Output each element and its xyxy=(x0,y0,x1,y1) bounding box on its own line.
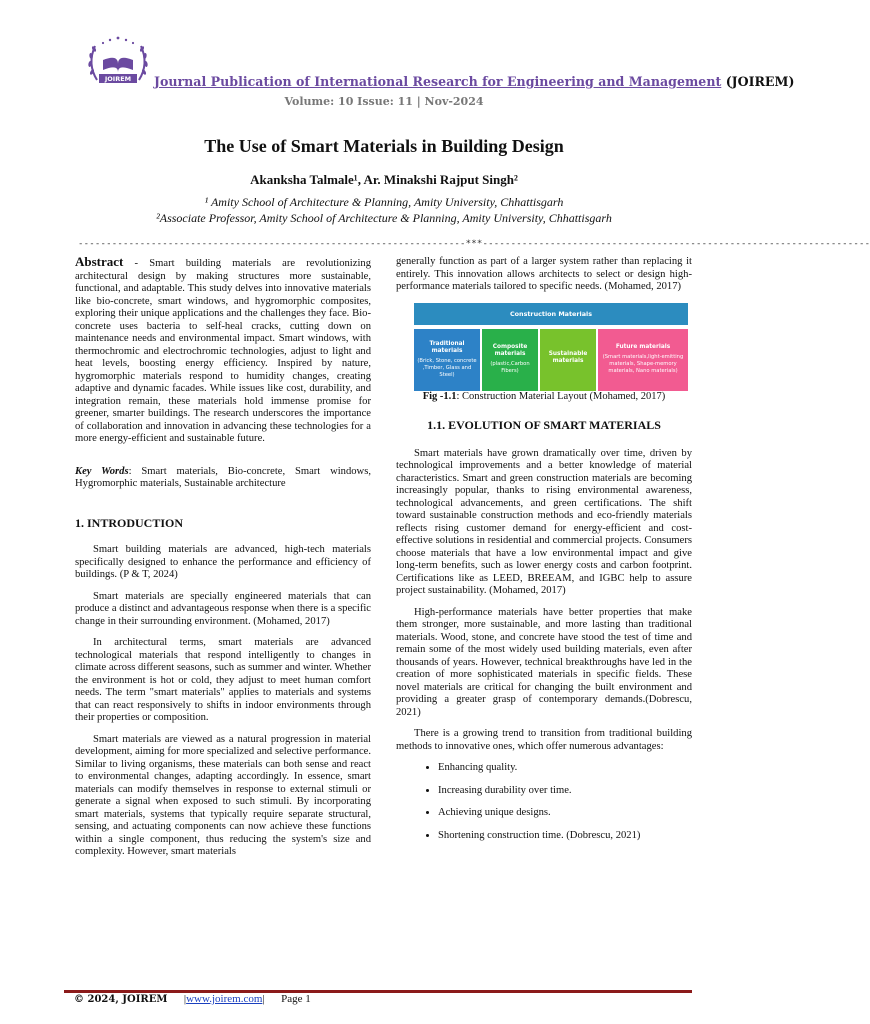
left-column xyxy=(75,256,371,868)
footer: © 2024, JOIREM |www.joirem.com| Page 1 xyxy=(74,993,311,1005)
journal-logo xyxy=(83,30,153,96)
volume-issue: Volume: 10 Issue: 11 | Nov-2024 xyxy=(284,95,484,108)
keywords-label: Key Words xyxy=(75,465,129,477)
figure-caption: Fig -1.1: Construction Material Layout (Mohamed, 2017) xyxy=(422,390,666,402)
figure-cell-composite: Composite materials (plastic,Carbon Fibers) xyxy=(482,329,538,391)
journal-abbr: (JOIREM) xyxy=(725,74,795,89)
journal-name-link[interactable]: Journal Publication of International Research for Engineering and Management xyxy=(154,74,722,89)
keywords-text: : Smart materials, Bio-concrete, Smart windows, Hygromorphic materials, Sustainable architecture xyxy=(75,465,371,489)
abstract-text: - Smart building materials are revolutionizing architectural design by making structures more sustainable, functional, and adaptable. This study delves into innovative materials like bio-concrete, smart windows, and hygromorphic composites, exploring their unique applications and the challenges they face. Bio-concrete uses bacteria to self-heal cracks, cutting down on maintenance needs and environmental impact. Smart windows, with thermochromic and electrochromic technologies, adjust to light and heat levels, boosting energy efficiency. Inspired by nature, hygromorphic materials respond to humidity changes, creating adaptive and dynamic facades. While issues like cost, durability, and integration remain, these materials hold immense promise for greener, smarter buildings. The research underscores the importance of collaboration and innovation in advancing these technologies for a more energy-efficient and sustainable future. xyxy=(75,258,371,444)
affiliation-1: ¹ Amity School of Architecture & Planning, Amity University, Chhattisgarh xyxy=(204,195,564,209)
paragraph: Smart materials have grown dramatically over time, driven by technological improvements and a better knowledge of material characteristics. Smart and green construction materials are becoming increasingly popular, thanks to rising environmental awareness, technological advancements, and green certifications. The shift toward sustainable construction methods and eco-friendly materials reflects rising customer demand for energy-efficient and cost-effective solutions in residential and commercial projects. Consumers choose materials that have a low environmental impact and give long-term benefits, such as lower energy costs and carbon footprint. Certifications like as LEED, BREEAM, and IGBC help to assure project sustainability. (Mohamed, 2017) xyxy=(396,447,692,596)
page-number: Page 1 xyxy=(281,993,311,1005)
abstract-label: Abstract xyxy=(75,254,124,269)
paragraph: High-performance materials have better properties that make them stronger, more sustainable, and more lasting than traditional materials. Wood, stone, and concrete have stood the test of time and remain some of the most widely used building materials, even after thousands of years. However, technical breakthroughs have led in the creation of more sophisticated materials in specific fields. These novel materials are critical for changing the built environment and providing a greater grasp of contemporary demands.(Dobrescu, 2021) xyxy=(396,606,692,718)
figure-cell-traditional: Traditional materials (Brick, Stone, concrete ,Timber, Glass and Steel) xyxy=(414,329,480,391)
list-item: • Enhancing quality. xyxy=(438,762,692,775)
journal-title xyxy=(154,74,794,89)
abstract xyxy=(75,256,371,446)
figure-cell-sustainable: Sustainable materials xyxy=(540,329,596,391)
list-item: • Increasing durability over time. xyxy=(438,785,692,798)
paragraph: Smart materials are specially engineered materials that can produce a distinct and advantageous response when there is a specific change in their surrounding environment. (Mohamed, 2017) xyxy=(75,590,371,627)
list-item: • Shortening construction time. (Dobrescu, 2021) xyxy=(438,830,692,843)
figure-top-label: Construction Materials xyxy=(414,303,688,325)
keywords xyxy=(75,466,371,491)
paragraph: There is a growing trend to transition from traditional building methods to innovative ones, which offer numerous advantages: xyxy=(396,728,692,752)
logo-lettering: JOIREM xyxy=(104,75,132,83)
list-item: • Achieving unique designs. xyxy=(438,807,692,820)
section-divider: ---------------------------------------------------------------------***--------------------------------------------------------------------- xyxy=(78,239,870,249)
figure-diagram xyxy=(414,303,688,391)
copyright: © 2024, JOIREM xyxy=(74,994,168,1005)
paragraph: generally function as part of a larger system rather than replacing it entirely. This innovation allows architects to select or design high-performance materials tailored to specific needs. (Mohamed, 2017) xyxy=(396,256,692,292)
paragraph: Smart building materials are advanced, high-tech materials specifically designed to enhance the performance and efficiency of buildings. (P & T, 2024) xyxy=(75,544,371,580)
section-heading-evolution: 1.1. EVOLUTION OF SMART MATERIALS xyxy=(427,418,661,432)
paragraph: In architectural terms, smart materials are advanced technological materials that respond intelligently to changes in climate across different seasons, such as summer and winter. Whether the environment is hot or cold, they adjust to meet human comfort needs. The term "smart materials" applies to materials and systems that can react responsively to shifts in indoor environments through their properties or composition. xyxy=(75,637,371,723)
figure-cell-future: Future materials (Smart materials,light-emitting materials, Shape-memory materials, Nano materials) xyxy=(598,329,688,391)
right-column xyxy=(396,256,692,852)
website-link[interactable]: www.joirem.com xyxy=(186,993,263,1005)
figure-construction-materials xyxy=(396,303,692,404)
paper-title: The Use of Smart Materials in Building Design xyxy=(204,136,564,156)
advantages-list xyxy=(396,762,692,842)
section-heading-introduction: 1. INTRODUCTION xyxy=(75,515,184,530)
paragraph: Smart materials are viewed as a natural progression in material development, aiming for more specialized and selective performance. Similar to living organisms, these materials can both sense and react to environmental changes, adapting accordingly. In essence, smart materials can modify themselves in response to external stimuli or generate a signal when exposed to such stimuli. By incorporating smart materials, systems that typically require separate structural, sensing, and actuating components can now achieve these functions within a single component, thus reducing the system's size and complexity. However, smart materials xyxy=(75,733,371,857)
author-list: Akanksha Talmale¹, Ar. Minakshi Rajput Singh² xyxy=(250,172,518,187)
affiliation-2: ²Associate Professor, Amity School of Architecture & Planning, Amity University, Chhattisgarh xyxy=(156,211,612,225)
